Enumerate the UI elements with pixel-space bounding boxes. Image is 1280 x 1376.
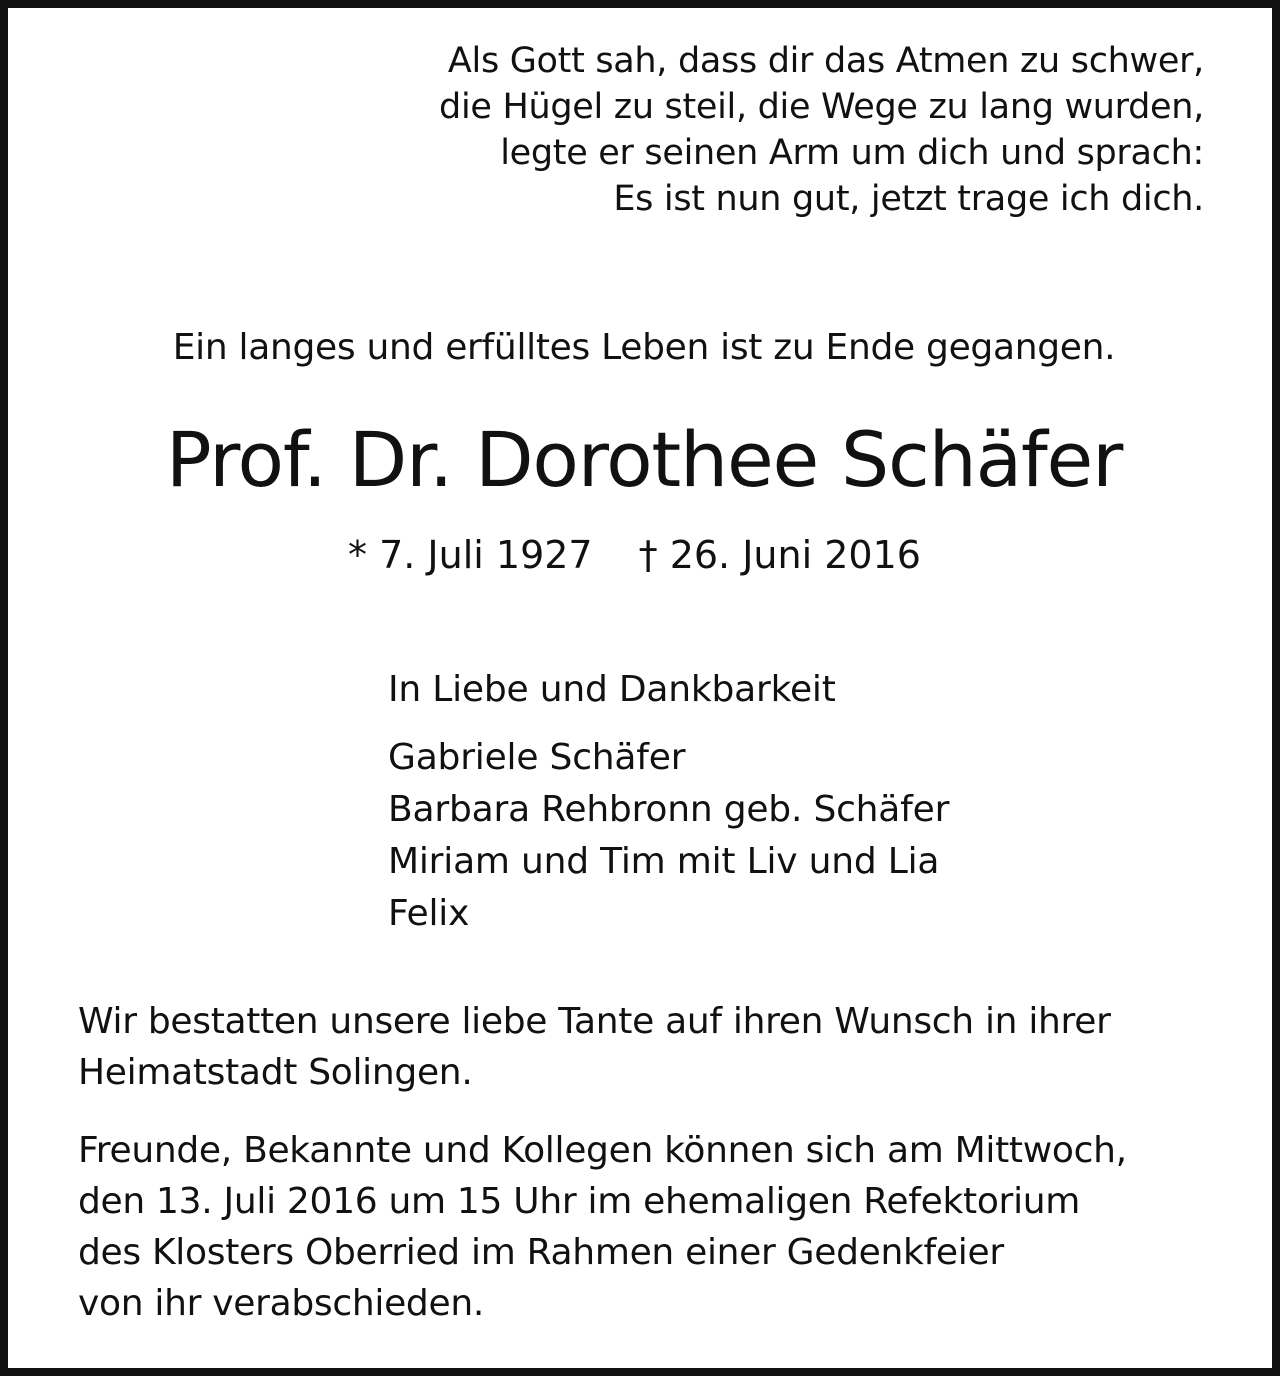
birth-date: * 7. Juli 1927 bbox=[348, 533, 593, 577]
poem-line: die Hügel zu steil, die Wege zu lang wurden, bbox=[439, 87, 1204, 127]
memorial-notice-line: von ihr verabschieden. bbox=[78, 1283, 484, 1324]
mourners-block bbox=[388, 664, 949, 940]
burial-notice-line: Heimatstadt Solingen. bbox=[78, 1052, 473, 1093]
poem-line: legte er seinen Arm um dich und sprach: bbox=[500, 133, 1204, 173]
poem-line: Als Gott sah, dass dir das Atmen zu schwer, bbox=[447, 41, 1204, 81]
memorial-notice-line: des Klosters Oberried im Rahmen einer Gedenkfeier bbox=[78, 1232, 1004, 1273]
poem-verse bbox=[304, 38, 1204, 222]
deceased-name bbox=[0, 410, 1280, 510]
memorial-notice bbox=[78, 1125, 1228, 1329]
burial-notice bbox=[78, 996, 1228, 1098]
mourner-name: Gabriele Schäfer bbox=[388, 737, 686, 778]
death-date: † 26. Juni 2016 bbox=[638, 533, 921, 577]
deceased-name-text: Prof. Dr. Dorothee Schäfer bbox=[165, 415, 1123, 504]
mourner-name: Miriam und Tim mit Liv und Lia bbox=[388, 841, 940, 882]
burial-notice-line: Wir bestatten unsere liebe Tante auf ihren Wunsch in ihrer bbox=[78, 1001, 1111, 1042]
intro-text: Ein langes und erfülltes Leben ist zu Ende gegangen. bbox=[172, 327, 1116, 368]
memorial-notice-line: Freunde, Bekannte und Kollegen können sich am Mittwoch, bbox=[78, 1130, 1127, 1171]
poem-line: Es ist nun gut, jetzt trage ich dich. bbox=[613, 179, 1204, 219]
mourners-heading: In Liebe und Dankbarkeit bbox=[388, 669, 836, 710]
life-dates bbox=[348, 528, 921, 582]
mourner-name: Felix bbox=[388, 893, 470, 934]
intro-line bbox=[0, 323, 1280, 373]
memorial-notice-line: den 13. Juli 2016 um 15 Uhr im ehemaligen Refektorium bbox=[78, 1181, 1081, 1222]
mourners-list bbox=[388, 732, 949, 940]
mourner-name: Barbara Rehbronn geb. Schäfer bbox=[388, 789, 950, 830]
